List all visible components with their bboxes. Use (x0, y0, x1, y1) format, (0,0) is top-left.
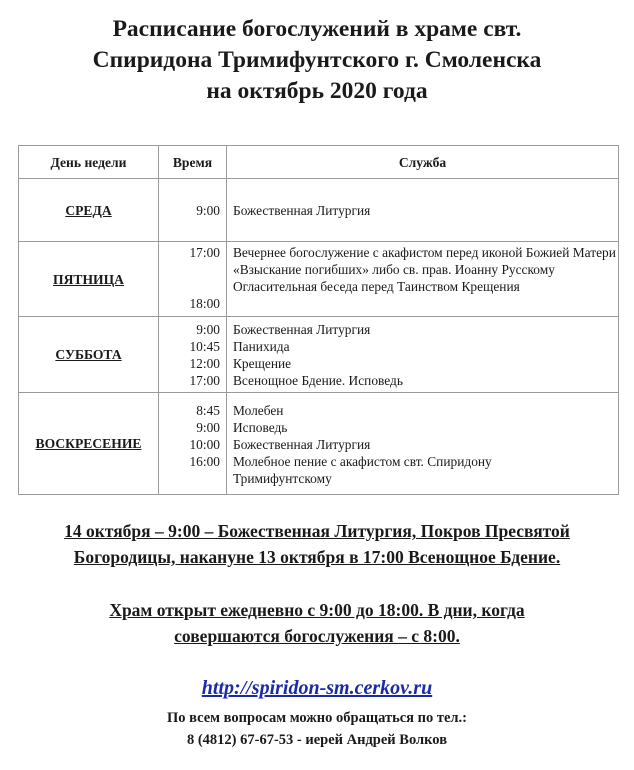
contact-line-2: 8 (4812) 67-67-53 - иерей Андрей Волков (186, 732, 448, 748)
title-line-2: Спиридона Тримифунтского г. Смоленска (92, 47, 542, 73)
service: Огласительная беседа перед Таинством Крещения (233, 279, 520, 294)
day-label: ВОСКРЕСЕНИЕ (35, 436, 142, 451)
header-day: День недели (19, 146, 159, 179)
table-row (19, 179, 619, 242)
time: 10:00 (189, 437, 220, 452)
opening-hours-notice (0, 597, 634, 649)
opening-hours-line-1: Храм открыт ежедневно с 9:00 до 18:00. В дни, когда (109, 600, 525, 620)
table-header-row (19, 146, 619, 179)
contact-info (0, 707, 634, 751)
day-label: СУББОТА (55, 347, 122, 362)
time: 9:00 (196, 322, 220, 337)
feast-notice-line-2: Богородицы, накануне 13 октября в 17:00 Всенощное Бдение. (73, 547, 561, 567)
table-row (19, 317, 619, 393)
feast-notice (0, 518, 634, 570)
time: 8:45 (196, 403, 220, 418)
service: Всенощное Бдение. Исповедь (233, 373, 403, 388)
day-label: СРЕДА (65, 202, 112, 218)
time: 10:45 (189, 339, 220, 354)
title-line-3: на октябрь 2020 года (206, 78, 428, 104)
opening-hours-line-2: совершаются богослужения – с 8:00. (174, 626, 460, 646)
header-service: Служба (227, 146, 619, 179)
service: Молебен (233, 403, 284, 418)
time: 17:00 (189, 245, 220, 260)
title-line-1: Расписание богослужений в храме свт. (112, 16, 522, 42)
service: Вечернее богослужение с акафистом перед иконой Божией Матери «Взыскание погибших» либо св. прав. Иоанну Русскому (233, 245, 616, 277)
table-row (19, 393, 619, 495)
website-link[interactable]: http://spiridon-sm.cerkov.ru (201, 677, 433, 699)
schedule-table (18, 145, 619, 495)
table-row (19, 242, 619, 317)
day-label: ПЯТНИЦА (53, 271, 124, 287)
service: Панихида (233, 339, 290, 354)
time: 18:00 (189, 296, 220, 311)
time: 12:00 (189, 356, 220, 371)
service: Исповедь (233, 420, 288, 435)
time: 16:00 (189, 454, 220, 469)
header-time: Время (159, 146, 227, 179)
contact-line-1: По всем вопросам можно обращаться по тел.: (166, 710, 468, 726)
service: Божественная Литургия (233, 322, 371, 337)
page-title (0, 14, 634, 107)
service: Божественная Литургия (233, 437, 371, 452)
time: 9:00 (196, 420, 220, 435)
service: Молебное пение с акафистом свт. Спиридону Тримифунтскому (233, 454, 492, 486)
service: Крещение (233, 356, 292, 371)
feast-notice-line-1: 14 октября – 9:00 – Божественная Литургия, Покров Пресвятой (64, 521, 570, 541)
time: 17:00 (189, 373, 220, 388)
service: Божественная Литургия (233, 202, 371, 218)
time: 9:00 (196, 202, 220, 218)
